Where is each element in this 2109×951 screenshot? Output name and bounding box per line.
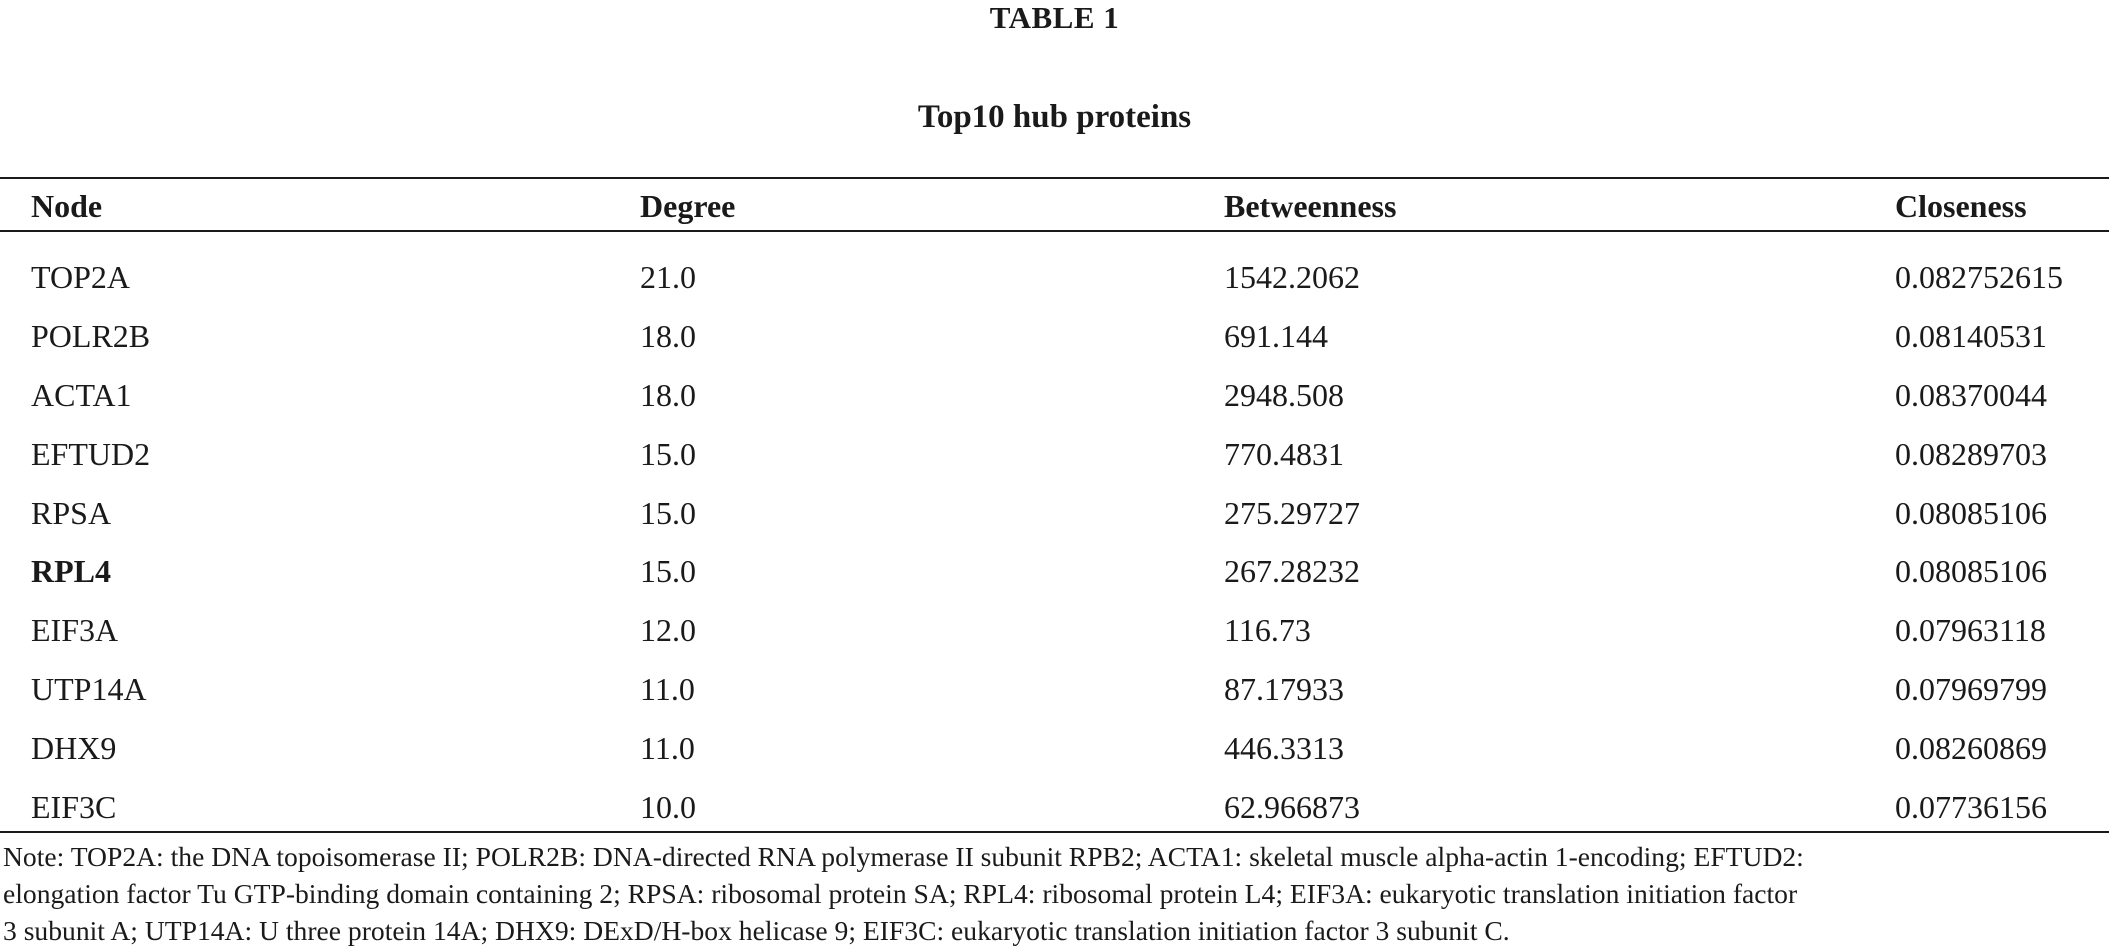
footnote-line: 3 subunit A; UTP14A: U three protein 14A; DHX9: DExD/H-box helicase 9; EIF3C: eukaryotic translation initiation factor 3 subunit C.: [3, 915, 1510, 946]
cell-node: POLR2B: [31, 317, 151, 354]
cell-node: DHX9: [31, 730, 117, 767]
table-top-rule: [0, 177, 2109, 179]
cell-node: TOP2A: [31, 259, 130, 295]
cell-node: EFTUD2: [31, 435, 151, 472]
cell-node: ACTA1: [31, 376, 132, 413]
cell-node: UTP14A: [31, 671, 147, 708]
table-row: [0, 786, 2109, 845]
cell-node: EIF3A: [31, 612, 119, 649]
cell-degree: 12.0: [640, 612, 696, 649]
cell-betweenness: 446.3313: [1224, 730, 1344, 767]
table-row: [0, 727, 2109, 786]
table-label: TABLE 1: [989, 0, 1120, 35]
table-row: [0, 315, 2109, 374]
table-bottom-rule: [0, 831, 2109, 833]
cell-betweenness: 1542.2062: [1224, 259, 1360, 295]
cell-betweenness: 87.17933: [1224, 671, 1344, 708]
cell-closeness: 0.08140531: [1895, 317, 2047, 354]
cell-betweenness: 770.4831: [1224, 435, 1344, 472]
cell-degree: 18.0: [640, 376, 696, 413]
table-header-rule: [0, 230, 2109, 232]
cell-closeness: 0.08260869: [1895, 730, 2047, 767]
cell-betweenness: 275.29727: [1224, 494, 1360, 531]
cell-degree: 21.0: [640, 259, 696, 295]
table-caption: Top10 hub proteins: [917, 99, 1192, 135]
cell-closeness: 0.08370044: [1895, 376, 2047, 413]
table-row: [0, 374, 2109, 433]
cell-closeness: 0.082752615: [1895, 259, 2063, 295]
cell-closeness: 0.07969799: [1895, 671, 2047, 708]
cell-betweenness: 2948.508: [1224, 376, 1344, 413]
cell-betweenness: 62.966873: [1224, 789, 1360, 826]
table-row: [0, 256, 2109, 315]
table-row: [0, 433, 2109, 492]
cell-closeness: 0.07736156: [1895, 789, 2047, 826]
table-row: [0, 668, 2109, 727]
cell-degree: 18.0: [640, 317, 696, 354]
table-body: [0, 256, 2109, 845]
cell-betweenness: 691.144: [1224, 317, 1328, 354]
cell-closeness: 0.08085106: [1895, 553, 2047, 590]
cell-node: RPL4: [31, 553, 111, 590]
footnote-line: Note: TOP2A: the DNA topoisomerase II; POLR2B: DNA-directed RNA polymerase II subunit RPB2; ACTA1: skeletal muscle alpha-actin 1-encoding; EFTUD2:: [3, 841, 1804, 872]
table-row: [0, 609, 2109, 668]
cell-betweenness: 267.28232: [1224, 553, 1360, 590]
cell-closeness: 0.08085106: [1895, 494, 2047, 531]
cell-node: RPSA: [31, 494, 112, 531]
cell-degree: 15.0: [640, 494, 696, 531]
cell-closeness: 0.08289703: [1895, 435, 2047, 472]
cell-degree: 15.0: [640, 435, 696, 472]
cell-degree: 11.0: [640, 730, 695, 767]
footnote-line: elongation factor Tu GTP-binding domain containing 2; RPSA: ribosomal protein SA; RPL4: ribosomal protein L4; EIF3A: eukaryotic translation initiation factor: [3, 878, 1798, 909]
column-header-betweenness: Betweenness: [1224, 188, 1397, 224]
table-row: [0, 492, 2109, 551]
cell-closeness: 0.07963118: [1895, 612, 2046, 649]
cell-degree: 10.0: [640, 789, 696, 826]
column-header-node: Node: [31, 188, 103, 224]
cell-betweenness: 116.73: [1224, 612, 1311, 649]
table-row: [0, 550, 2109, 609]
column-header-degree: Degree: [640, 188, 736, 224]
cell-degree: 11.0: [640, 671, 695, 708]
table-header-row: [0, 186, 2109, 226]
cell-node: EIF3C: [31, 789, 117, 826]
cell-degree: 15.0: [640, 553, 696, 590]
table-footnote: [3, 838, 2107, 949]
column-header-closeness: Closeness: [1895, 188, 2027, 224]
